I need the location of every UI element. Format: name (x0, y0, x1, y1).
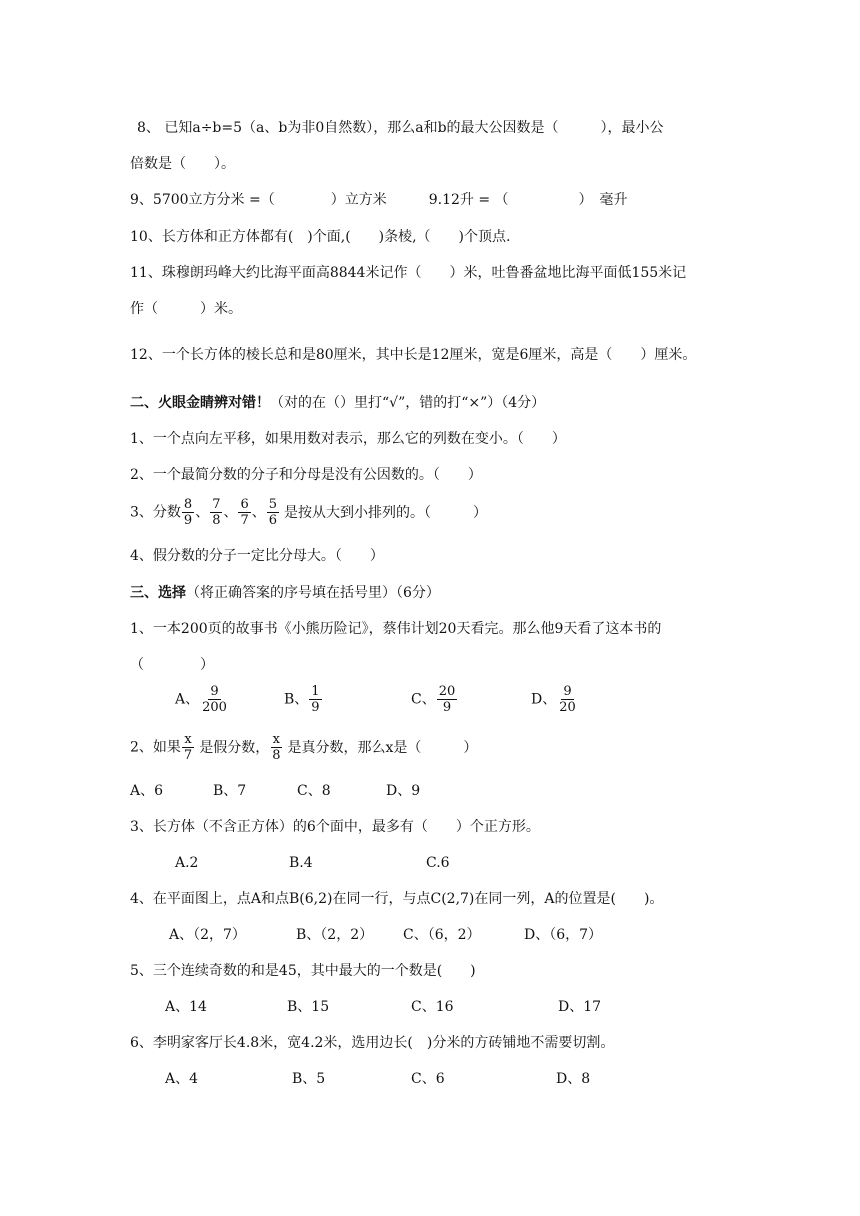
tf-question-2: 2、一个最简分数的分子和分母是没有公因数的。（ ） (130, 467, 482, 483)
question-11-line1: 11、珠穆朗玛峰大约比海平面高8844米记作（ ）米，吐鲁番盆地比海平面低155米记 (130, 265, 687, 281)
choice-3-option-c: C.6 (426, 855, 450, 871)
fraction-6-7 (238, 497, 250, 528)
choice-1-option-b (284, 684, 323, 715)
choice-2-option-b: B、7 (213, 783, 247, 799)
fraction-denominator: 20 (559, 700, 576, 715)
section-3-heading-title: 三、选择 (130, 585, 186, 601)
choice-6-option-b: B、5 (292, 1071, 326, 1087)
fraction-numerator: 1 (311, 684, 320, 699)
choice-question-4: 4、在平面图上，点A和点B(6,2)在同一行，与点C(2,7)在同一列，A的位置是( )。 (130, 891, 664, 907)
fraction-numerator: 8 (183, 497, 193, 512)
section-2-heading-title: 二、火眼金睛辨对错！ (130, 395, 270, 411)
choice-question-2 (130, 732, 477, 763)
choice-2-option-d: D、9 (386, 783, 421, 799)
choice-5-option-a: A、14 (165, 999, 207, 1015)
choice-1-option-d (531, 684, 579, 715)
fraction-numerator: 9 (210, 684, 219, 699)
choice-1-option-c (411, 684, 458, 715)
separator: 、 (223, 504, 238, 521)
fraction-numerator: x (272, 732, 281, 747)
question-9: 9、5700立方分米 =（ ）立方米 9.12升 = （ ） 毫升 (130, 192, 628, 208)
choice-question-2-prefix: 2、如果 (130, 739, 181, 756)
choice-question-1-line1: 1、一本200页的故事书《小熊历险记》，蔡伟计划20天看完。那么他9天看了这本书的 (130, 621, 662, 637)
fraction-denominator: 6 (268, 513, 278, 528)
fraction-denominator: 9 (442, 700, 452, 715)
fraction-denominator: 7 (183, 748, 193, 763)
fraction-denominator: 7 (240, 513, 249, 528)
fraction-7-8 (210, 497, 222, 528)
fraction-denominator: 200 (202, 700, 227, 715)
tf-question-4: 4、假分数的分子一定比分母大。（ ） (130, 548, 384, 564)
section-3-heading-note: （将正确答案的序号填在括号里）（6分） (186, 585, 440, 601)
fraction-numerator: 9 (563, 684, 572, 699)
fraction-denominator: 9 (311, 700, 320, 715)
choice-4-option-d: D、（6，7） (524, 927, 603, 943)
fraction-numerator: 20 (438, 684, 456, 699)
choice-3-option-b: B.4 (289, 855, 313, 871)
question-11-line2: 作（ ）米。 (130, 301, 242, 317)
choice-4-option-c: C、（6，2） (403, 927, 481, 943)
separator: 、 (251, 504, 266, 521)
fraction-5-6 (267, 497, 279, 528)
fraction-8-9 (182, 497, 194, 528)
fraction-numerator: 6 (240, 497, 249, 512)
fraction-numerator: 7 (212, 497, 221, 512)
choice-4-option-a: A、（2，7） (169, 927, 246, 943)
choice-1-option-a (175, 684, 230, 715)
choice-question-5: 5、三个连续奇数的和是45，其中最大的一个数是( ) (130, 963, 476, 979)
section-3-heading (130, 583, 440, 603)
option-label: B、 (284, 691, 309, 708)
question-8-line1: 8、 已知a÷b=5（a、b为非0自然数），那么a和b的最大公因数是（ ），最小公 (137, 120, 664, 136)
tf-question-3-prefix: 3、分数 (130, 504, 181, 521)
fraction-x-8 (270, 732, 282, 763)
option-label: D、 (531, 691, 557, 708)
choice-3-option-a: A.2 (175, 855, 199, 871)
option-fraction (309, 684, 321, 715)
choice-6-option-d: D、8 (556, 1071, 591, 1087)
choice-6-option-c: C、6 (411, 1071, 445, 1087)
section-2-heading-note: （对的在（）里打“√”，错的打“×”）（4分） (270, 395, 546, 411)
option-label: C、 (411, 691, 436, 708)
question-8-line2: 倍数是（ ）。 (130, 156, 235, 172)
choice-question-2-mid: 是假分数， (199, 739, 270, 756)
tf-question-3 (130, 497, 487, 528)
fraction-denominator: 9 (183, 513, 193, 528)
fraction-denominator: 8 (212, 513, 221, 528)
choice-question-1-line2: （ ） (130, 657, 214, 673)
choice-5-option-c: C、16 (411, 999, 454, 1015)
option-fraction (437, 684, 458, 715)
fraction-x-7 (182, 732, 194, 763)
choice-6-option-a: A、4 (165, 1071, 199, 1087)
option-label: A、 (175, 691, 200, 708)
tf-question-1: 1、一个点向左平移，如果用数对表示，那么它的列数在变小。（ ） (130, 431, 566, 447)
choice-2-option-c: C、8 (297, 783, 331, 799)
separator: 、 (195, 504, 210, 521)
tf-question-3-suffix: 是按从大到小排列的。（ ） (284, 504, 488, 521)
option-fraction (557, 684, 578, 715)
choice-2-option-a: A、6 (130, 783, 164, 799)
question-10: 10、长方体和正方体都有( )个面,( )条棱,（ )个顶点. (130, 229, 511, 245)
fraction-numerator: x (184, 732, 192, 747)
choice-question-3: 3、长方体（不含正方体）的6个面中，最多有（ ）个正方形。 (130, 819, 540, 835)
option-fraction (200, 684, 229, 715)
fraction-denominator: 8 (272, 748, 281, 763)
section-2-heading (130, 393, 545, 413)
fraction-numerator: 5 (268, 497, 278, 512)
choice-5-option-d: D、17 (558, 999, 602, 1015)
choice-question-2-suffix: 是真分数，那么x是（ ） (287, 739, 478, 756)
question-12: 12、一个长方体的棱长总和是80厘米，其中长是12厘米，宽是6厘米，高是（ ）厘米。 (130, 347, 697, 363)
choice-5-option-b: B、15 (287, 999, 330, 1015)
choice-4-option-b: B、（2，2） (296, 927, 374, 943)
choice-question-6: 6、李明家客厅长4.8米，宽4.2米，选用边长( )分米的方砖铺地不需要切割。 (130, 1035, 615, 1051)
